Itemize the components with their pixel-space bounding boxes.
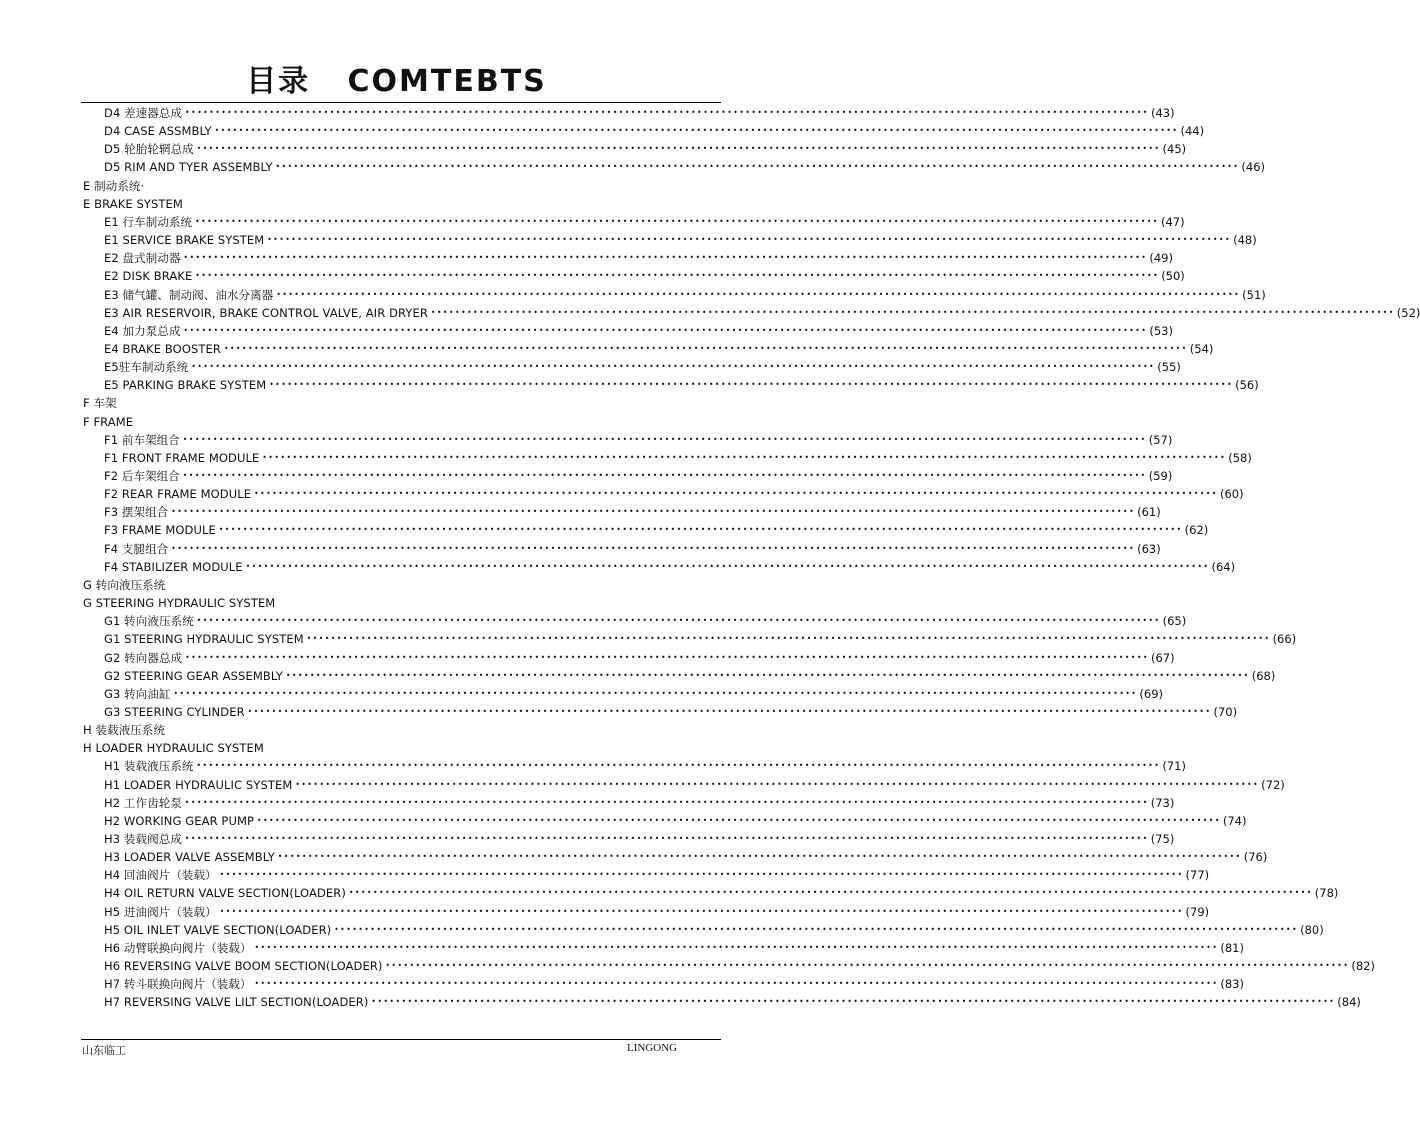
dot-leader: •••••••••••••••••••••••••••••••••••••••••••••••••••••••••••••••••••••••••••••••••••••••••••••••••••••••••••••••••••••••••••••••••••••••••••••••••••••••••••••••• [214, 126, 1179, 136]
toc-entry [104, 667, 1276, 685]
toc-entry-label: D5 轮胎轮辋总成 [104, 142, 194, 157]
toc-section-heading [83, 413, 136, 431]
dot-leader: •••••••••••••••••••••••••••••••••••••••••••••••••••••••••••••••••••••••••••••••••••••••••••••••••••••••••••••••••••••••••••••••••••••••••••••••••••••••••••••••• [196, 761, 1161, 771]
toc-page-number: (67) [1151, 650, 1175, 665]
toc-page-number: (57) [1148, 432, 1173, 447]
toc-entry [104, 449, 1252, 467]
toc-entry-label: H5 进油阀片（装载） [104, 904, 217, 919]
toc-page-number: (61) [1137, 505, 1161, 520]
toc-entry-label: G 转向液压系统 [83, 577, 166, 592]
toc-entry-label: G3 转向油缸 [104, 686, 171, 701]
toc-page-number: (54) [1189, 341, 1214, 356]
dot-leader: •••••••••••••••••••••••••••••••••••••••••••••••••••••••••••••••••••••••••••••••••••••••••••••••••••••••••••••••••••••••••••••••••••••••••••••••••••••••••••••••• [183, 253, 1148, 263]
toc-entry-label: H4 回油阀片（装载） [104, 868, 217, 883]
toc-entry [104, 231, 1257, 249]
toc-page-number: (65) [1162, 614, 1187, 629]
toc-section-heading [83, 177, 147, 195]
toc-entry-label: E1 SERVICE BRAKE SYSTEM [104, 233, 265, 248]
toc-section-heading [83, 195, 186, 213]
dot-leader: •••••••••••••••••••••••••••••••••••••••••••••••••••••••••••••••••••••••••••••••••••••••••••••••••••••••••••••••••••••••••••••••••••••••••••••••••••••••••••••••• [223, 343, 1188, 353]
toc-page-number: (77) [1185, 868, 1210, 883]
dot-leader: •••••••••••••••••••••••••••••••••••••••••••••••••••••••••••••••••••••••••••••••••••••••••••••••••••••••••••••••••••••••••••••••••••••••••••••••••••••••••••••••• [196, 616, 1161, 626]
dot-leader: •••••••••••••••••••••••••••••••••••••••••••••••••••••••••••••••••••••••••••••••••••••••••••••••••••••••••••••••••••••••••••••••••••••••••••••••••••••••••••••••• [385, 961, 1350, 971]
toc-page-number: (52) [1396, 305, 1420, 320]
toc-page-number: (48) [1233, 233, 1257, 248]
toc-entry [104, 630, 1297, 648]
dot-leader: •••••••••••••••••••••••••••••••••••••••••••••••••••••••••••••••••••••••••••••••••••••••••••••••••••••••••••••••••••••••••••••••••••••••••••••••••••••••••••••••• [196, 144, 1161, 154]
toc-page-number: (68) [1251, 668, 1276, 683]
dot-leader: •••••••••••••••••••••••••••••••••••••••••••••••••••••••••••••••••••••••••••••••••••••••••••••••••••••••••••••••••••••••••••••••••••••••••••••••••••••••••••••••• [430, 307, 1395, 317]
dot-leader: •••••••••••••••••••••••••••••••••••••••••••••••••••••••••••••••••••••••••••••••••••••••••••••••••••••••••••••••••••••••••••••••••••••••••••••••••••••••••••••••• [267, 235, 1232, 245]
toc-entry-label: H2 工作齿轮泵 [104, 795, 182, 810]
toc-entry [104, 140, 1187, 158]
toc-entry [104, 884, 1339, 902]
toc-entry [104, 612, 1187, 630]
dot-leader: •••••••••••••••••••••••••••••••••••••••••••••••••••••••••••••••••••••••••••••••••••••••••••••••••••••••••••••••••••••••••••••••••••••••••••••••••••••••••••••••• [184, 797, 1149, 807]
toc-page-number: (76) [1243, 850, 1268, 865]
toc-entry-label: F1 FRONT FRAME MODULE [104, 450, 260, 465]
toc-page-number: (73) [1150, 795, 1175, 810]
dot-leader: •••••••••••••••••••••••••••••••••••••••••••••••••••••••••••••••••••••••••••••••••••••••••••••••••••••••••••••••••••••••••••••••••••••••••••••••••••••••••••••••• [262, 452, 1227, 462]
dot-leader: •••••••••••••••••••••••••••••••••••••••••••••••••••••••••••••••••••••••••••••••••••••••••••••••••••••••••••••••••••••••••••••••••••••••••••••••••••••••••••••••• [171, 543, 1136, 553]
toc-page-number: (63) [1137, 541, 1161, 556]
toc-entry [104, 848, 1268, 866]
toc-entry [104, 794, 1175, 812]
toc-page-number: (59) [1148, 469, 1173, 483]
toc-page-number: (69) [1139, 686, 1164, 701]
toc-entry-label: E2 盘式制动器 [104, 251, 181, 266]
toc-page-number: (66) [1272, 632, 1297, 647]
toc-entry-label: H5 OIL INLET VALVE SECTION(LOADER) [104, 922, 332, 937]
dot-leader: •••••••••••••••••••••••••••••••••••••••••••••••••••••••••••••••••••••••••••••••••••••••••••••••••••••••••••••••••••••••••••••••••••••••••••••••••••••••••••••••• [295, 779, 1260, 789]
dot-leader: •••••••••••••••••••••••••••••••••••••••••••••••••••••••••••••••••••••••••••••••••••••••••••••••••••••••••••••••••••••••••••••••••••••••••••••••••••••••••••••••• [195, 271, 1160, 281]
toc-entry [104, 866, 1210, 884]
toc-entry-label: H4 OIL RETURN VALVE SECTION(LOADER) [104, 886, 346, 901]
toc-page-number: (50) [1161, 269, 1185, 284]
toc-entry [104, 358, 1181, 376]
footer-company: 山东临工 [82, 1044, 126, 1057]
toc-entry-label: E BRAKE SYSTEM [83, 196, 183, 211]
dot-leader: •••••••••••••••••••••••••••••••••••••••••••••••••••••••••••••••••••••••••••••••••••••••••••••••••••••••••••••••••••••••••••••••••••••••••••••••••••••••••••••••• [173, 688, 1138, 698]
toc-entry-label: G3 STEERING CYLINDER [104, 704, 245, 719]
toc-entry [104, 158, 1265, 176]
dot-leader: •••••••••••••••••••••••••••••••••••••••••••••••••••••••••••••••••••••••••••••••••••••••••••••••••••••••••••••••••••••••••••••••••••••••••••••••••••••••••••••••• [191, 362, 1156, 372]
toc-entry [104, 431, 1173, 449]
toc-entry [104, 376, 1259, 394]
toc-entry [104, 903, 1210, 921]
dot-leader: •••••••••••••••••••••••••••••••••••••••••••••••••••••••••••••••••••••••••••••••••••••••••••••••••••••••••••••••••••••••••••••••••••••••••••••••••••••••••••••••• [275, 162, 1240, 172]
toc-entry [104, 812, 1247, 830]
toc-entry-label: F4 支腿组合 [104, 541, 169, 556]
toc-entry-label: F 车架 [83, 396, 117, 411]
top-rule [81, 102, 721, 103]
bottom-rule [81, 1039, 721, 1040]
toc-page-number: (74) [1222, 813, 1247, 828]
toc-entry [104, 503, 1161, 521]
dot-leader: •••••••••••••••••••••••••••••••••••••••••••••••••••••••••••••••••••••••••••••••••••••••••••••••••••••••••••••••••••••••••••••••••••••••••••••••••••••••••••••••• [277, 852, 1242, 862]
toc-entry [104, 776, 1285, 794]
toc-page-number: (51) [1242, 287, 1266, 302]
dot-leader: •••••••••••••••••••••••••••••••••••••••••••••••••••••••••••••••••••••••••••••••••••••••••••••••••••••••••••••••••••••••••••••••••••••••••••••••••••••••••••••••• [334, 924, 1299, 934]
toc-entry [104, 649, 1175, 667]
toc-section-heading [83, 394, 120, 412]
toc-entry-label: E 制动系统· [83, 178, 145, 193]
toc-entry [104, 558, 1236, 576]
dot-leader: •••••••••••••••••••••••••••••••••••••••••••••••••••••••••••••••••••••••••••••••••••••••••••••••••••••••••••••••••••••••••••••••••••••••••••••••••••••••••••••••• [195, 216, 1159, 226]
dot-leader: •••••••••••••••••••••••••••••••••••••••••••••••••••••••••••••••••••••••••••••••••••••••••••••••••••••••••••••••••••••••••••••••••••••••••••••••••••••••••••••••• [219, 906, 1184, 916]
toc-section-heading [83, 739, 267, 757]
toc-entry [104, 340, 1214, 358]
toc-entry [104, 249, 1173, 267]
dot-leader: •••••••••••••••••••••••••••••••••••••••••••••••••••••••••••••••••••••••••••••••••••••••••••••••••••••••••••••••••••••••••••••••••••••••••••••••••••••••••••••••• [182, 434, 1147, 444]
toc-page-number: (71) [1162, 759, 1186, 774]
dot-leader: •••••••••••••••••••••••••••••••••••••••••••••••••••••••••••••••••••••••••••••••••••••••••••••••••••••••••••••••••••••••••••••••••••••••••••••••••••••••••••••••• [348, 888, 1313, 898]
toc-page-number: (62) [1184, 523, 1209, 538]
toc-entry-label: D4 CASE ASSMBLY [104, 124, 212, 139]
toc-entry-label: H7 转斗联换向阀片（装载） [104, 977, 252, 992]
dot-leader: •••••••••••••••••••••••••••••••••••••••••••••••••••••••••••••••••••••••••••••••••••••••••••••••••••••••••••••••••••••••••••••••••••••••••••••••••••••••••••••••• [184, 834, 1149, 843]
toc-entry [104, 485, 1244, 503]
dot-leader: •••••••••••••••••••••••••••••••••••••••••••••••••••••••••••••••••••••••••••••••••••••••••••••••••••••••••••••••••••••••••••••••••••••••••••••••••••••••••••••••• [371, 997, 1336, 1007]
toc-entry-label: E3 AIR RESERVOIR, BRAKE CONTROL VALVE, AIR DRYER [104, 305, 428, 320]
dot-leader: •••••••••••••••••••••••••••••••••••••••••••••••••••••••••••••••••••••••••••••••••••••••••••••••••••••••••••••••••••••••••••••••••••••••••••••••••••••••••••••••• [254, 489, 1218, 499]
dot-leader: •••••••••••••••••••••••••••••••••••••••••••••••••••••••••••••••••••••••••••••••••••••••••••••••••••••••••••••••••••••••••••••••••••••••••••••••••••••••••••••••• [247, 706, 1212, 716]
toc-entry-label: F3 摆架组合 [104, 505, 169, 520]
page-title: 目录 COMTEBTS [246, 64, 547, 99]
toc-entry-label: F4 STABILIZER MODULE [104, 559, 243, 574]
dot-leader: •••••••••••••••••••••••••••••••••••••••••••••••••••••••••••••••••••••••••••••••••••••••••••••••••••••••••••••••••••••••••••••••••••••••••••••••••••••••••••••••• [257, 815, 1221, 825]
toc-page-number: (43) [1150, 106, 1175, 120]
toc-entry-label: F2 后车架组合 [104, 469, 180, 483]
toc-entry-label: F FRAME [83, 414, 134, 429]
toc-entry [104, 122, 1205, 140]
dot-leader: •••••••••••••••••••••••••••••••••••••••••••••••••••••••••••••••••••••••••••••••••••••••••••••••••••••••••••••••••••••••••••••••••••••••••••••••••••••••••••••••• [269, 380, 1234, 390]
toc-entry [104, 685, 1164, 703]
toc-section-heading [83, 576, 168, 594]
toc-entry-label: F3 FRAME MODULE [104, 523, 216, 538]
toc-entry-label: E5驻车制动系统 [104, 360, 189, 375]
toc-entry-label: D5 RIM AND TYER ASSEMBLY [104, 160, 273, 175]
toc-page-number: (83) [1220, 977, 1244, 992]
dot-leader: •••••••••••••••••••••••••••••••••••••••••••••••••••••••••••••••••••••••••••••••••••••••••••••••••••••••••••••••••••••••••••••••••••••••••••••••••••••••••••••••• [171, 507, 1136, 517]
toc-entry-label: G2 STEERING GEAR ASSEMBLY [104, 668, 283, 683]
dot-leader: •••••••••••••••••••••••••••••••••••••••••••••••••••••••••••••••••••••••••••••••••••••••••••••••••••••••••••••••••••••••••••••••••••••••••••••••••••••••••••••••• [219, 870, 1184, 880]
toc-entry-label: E1 行车制动系统 [104, 214, 193, 229]
toc-page-number: (56) [1235, 378, 1259, 393]
toc-section-heading [83, 594, 278, 612]
toc-page-number: (81) [1220, 940, 1244, 955]
toc-page-number: (45) [1162, 142, 1187, 157]
toc-entry-label: H6 动臂联换向阀片（装载） [104, 940, 252, 955]
toc-entry-label: H7 REVERSING VALVE LILT SECTION(LOADER) [104, 995, 369, 1010]
toc-entry-label: G1 转向液压系统 [104, 614, 194, 629]
toc-entry [104, 757, 1186, 775]
toc-entry-label: G2 转向器总成 [104, 650, 183, 665]
toc-entry-label: H 装载液压系统 [83, 723, 166, 738]
dot-leader: •••••••••••••••••••••••••••••••••••••••••••••••••••••••••••••••••••••••••••••••••••••••••••••••••••••••••••••••••••••••••••••••••••••••••••••••••••••••••••••••• [182, 471, 1147, 480]
toc-entry [104, 304, 1420, 322]
toc-page-number: (64) [1211, 559, 1236, 574]
toc-page-number: (49) [1149, 251, 1173, 266]
toc-entry [104, 267, 1185, 285]
toc-entry-label: E3 储气罐、制动阀、油水分离器 [104, 287, 274, 302]
toc-entry-label: E4 BRAKE BOOSTER [104, 341, 221, 356]
footer-brand: LINGONG [627, 1042, 678, 1054]
toc-entry-label: H1 装载液压系统 [104, 759, 194, 774]
toc-page-number: (82) [1351, 959, 1375, 974]
toc-entry [104, 467, 1173, 485]
dot-leader: •••••••••••••••••••••••••••••••••••••••••••••••••••••••••••••••••••••••••••••••••••••••••••••••••••••••••••••••••••••••••••••••••••••••••••••••••••••••••••••••• [254, 942, 1219, 952]
toc-entry-label: H3 LOADER VALVE ASSEMBLY [104, 850, 275, 865]
toc-page-number: (55) [1157, 360, 1181, 375]
toc-entry [104, 957, 1375, 975]
toc-entry-label: H3 装载阀总成 [104, 832, 182, 846]
toc-entry-label: G STEERING HYDRAULIC SYSTEM [83, 596, 276, 611]
toc-entry-label: F1 前车架组合 [104, 432, 180, 447]
toc-entry-label: H6 REVERSING VALVE BOOM SECTION(LOADER) [104, 959, 383, 974]
toc-entry-label: D4 差速器总成 [104, 106, 183, 120]
toc-entry-label: H2 WORKING GEAR PUMP [104, 813, 255, 828]
toc-entry [104, 213, 1185, 231]
toc-entry-label: F2 REAR FRAME MODULE [104, 487, 252, 502]
toc-entry-label: G1 STEERING HYDRAULIC SYSTEM [104, 632, 304, 647]
toc-entry [104, 975, 1244, 993]
toc-entry [104, 104, 1175, 122]
toc-entry [104, 286, 1266, 304]
toc-entry [104, 521, 1209, 539]
toc-entry-label: E5 PARKING BRAKE SYSTEM [104, 378, 267, 393]
toc-page-number: (58) [1228, 450, 1252, 465]
dot-leader: •••••••••••••••••••••••••••••••••••••••••••••••••••••••••••••••••••••••••••••••••••••••••••••••••••••••••••••••••••••••••••••••••••••••••••••••••••••••••••••••• [183, 325, 1148, 335]
dot-leader: •••••••••••••••••••••••••••••••••••••••••••••••••••••••••••••••••••••••••••••••••••••••••••••••••••••••••••••••••••••••••••••••••••••••••••••••••••••••••••••••• [218, 525, 1183, 535]
toc-page-number: (84) [1337, 995, 1361, 1010]
toc-page-number: (70) [1213, 704, 1238, 719]
dot-leader: •••••••••••••••••••••••••••••••••••••••••••••••••••••••••••••••••••••••••••••••••••••••••••••••••••••••••••••••••••••••••••••••••••••••••••••••••••••••••••••••• [285, 670, 1250, 680]
toc-page-number: (79) [1185, 904, 1210, 919]
dot-leader: •••••••••••••••••••••••••••••••••••••••••••••••••••••••••••••••••••••••••••••••••••••••••••••••••••••••••••••••••••••••••••••••••••••••••••••••••••••••••••••••• [306, 634, 1271, 644]
toc-page-number: (78) [1314, 886, 1339, 901]
toc-page-number: (53) [1149, 323, 1173, 338]
toc-page-number: (60) [1219, 487, 1244, 502]
toc-page-number: (80) [1300, 922, 1324, 937]
toc-section-heading [83, 721, 168, 739]
dot-leader: •••••••••••••••••••••••••••••••••••••••••••••••••••••••••••••••••••••••••••••••••••••••••••••••••••••••••••••••••••••••••••••••••••••••••••••••••••••••••••••••• [185, 108, 1149, 117]
toc-entry-label: E4 加力泵总成 [104, 323, 181, 338]
toc-page-number: (47) [1160, 214, 1185, 229]
toc-entry [104, 540, 1161, 558]
toc-entry [104, 939, 1244, 957]
toc-page-number: (75) [1150, 832, 1175, 846]
dot-leader: •••••••••••••••••••••••••••••••••••••••••••••••••••••••••••••••••••••••••••••••••••••••••••••••••••••••••••••••••••••••••••••••••••••••••••••••••••••••••••••••• [254, 979, 1219, 989]
dot-leader: •••••••••••••••••••••••••••••••••••••••••••••••••••••••••••••••••••••••••••••••••••••••••••••••••••••••••••••••••••••••••••••••••••••••••••••••••••••••••••••••• [245, 561, 1210, 571]
toc-entry-label: H1 LOADER HYDRAULIC SYSTEM [104, 777, 293, 792]
toc-entry [104, 993, 1361, 1011]
dot-leader: •••••••••••••••••••••••••••••••••••••••••••••••••••••••••••••••••••••••••••••••••••••••••••••••••••••••••••••••••••••••••••••••••••••••••••••••••••••••••••••••• [276, 289, 1241, 299]
toc-page-number: (72) [1261, 777, 1285, 792]
toc-entry-label: E2 DISK BRAKE [104, 269, 193, 284]
dot-leader: •••••••••••••••••••••••••••••••••••••••••••••••••••••••••••••••••••••••••••••••••••••••••••••••••••••••••••••••••••••••••••••••••••••••••••••••••••••••••••••••• [185, 652, 1149, 662]
toc-entry [104, 921, 1324, 939]
toc-page-number: (44) [1180, 124, 1205, 139]
toc-entry-label: H LOADER HYDRAULIC SYSTEM [83, 741, 264, 756]
toc-page-number: (46) [1241, 160, 1265, 175]
toc-entry [104, 703, 1238, 721]
toc-entry [104, 830, 1175, 848]
toc-entry [104, 322, 1173, 340]
